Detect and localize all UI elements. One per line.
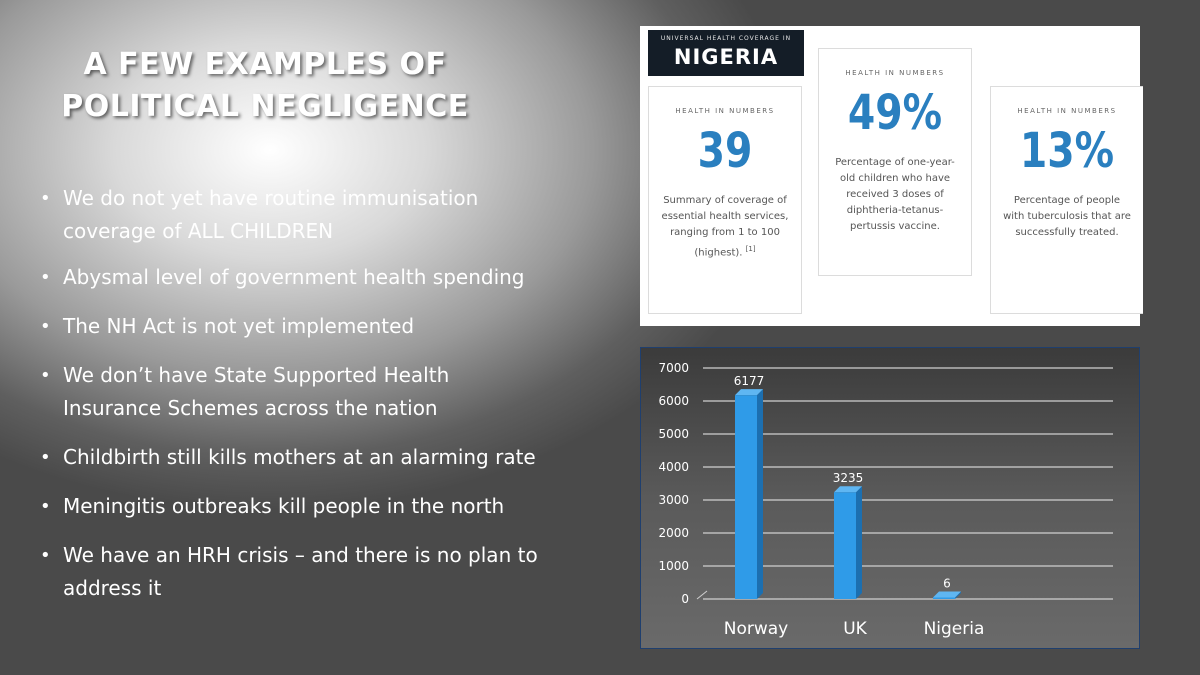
- bullet-text: We do not yet have routine immunisation coverage of ALL CHILDREN: [63, 186, 479, 243]
- uhc-nigeria-banner: [648, 30, 804, 76]
- data-label: 3235: [832, 471, 864, 486]
- axis-floor-edge: [697, 591, 707, 599]
- bullet-text: Childbirth still kills mothers at an alarming rate: [63, 445, 536, 469]
- y-tick-label: 3000: [658, 493, 689, 507]
- stat-description: [661, 193, 789, 261]
- bullet-text: Abysmal level of government health spending: [63, 265, 525, 289]
- stat-value: 13%: [1019, 123, 1115, 179]
- x-tick-label: Nigeria: [923, 619, 985, 639]
- y-tick-label: 2000: [658, 526, 689, 540]
- bullet-list: [40, 182, 610, 621]
- uhc-infographic: [640, 26, 1140, 326]
- x-tick-label: Norway: [723, 619, 789, 639]
- stat-value: 49%: [847, 85, 943, 141]
- bar-side: [856, 486, 862, 599]
- bar: [933, 598, 955, 600]
- bullet-dot: •: [40, 496, 51, 517]
- y-tick-label: 6000: [658, 394, 689, 408]
- bullet-text: We don’t have State Supported Health Insurance Schemes across the nation: [63, 363, 450, 420]
- bullet-item: [40, 490, 610, 523]
- stat-label: HEALTH IN NUMBERS: [845, 69, 945, 77]
- bullet-item: [40, 539, 610, 605]
- stat-label: HEALTH IN NUMBERS: [675, 107, 775, 115]
- y-tick-label: 0: [681, 592, 689, 606]
- stat-value: 39: [697, 123, 753, 179]
- bullet-dot: •: [40, 316, 51, 337]
- slide-title-line-2: POLITICAL NEGLIGENCE: [61, 89, 469, 124]
- bullet-item: [40, 310, 610, 343]
- stat-reference: [1]: [745, 245, 756, 253]
- stat-description: Percentage of people with tuberculosis that are successfully treated.: [1003, 195, 1131, 238]
- bar-chart-svg: [641, 348, 1139, 648]
- stat-card-coverage: [648, 86, 802, 314]
- y-tick-label: 7000: [658, 361, 689, 375]
- y-tick-label: 5000: [658, 427, 689, 441]
- stat-label: HEALTH IN NUMBERS: [1017, 107, 1117, 115]
- y-tick-label: 4000: [658, 460, 689, 474]
- bullet-dot: •: [40, 447, 51, 468]
- bullet-dot: •: [40, 267, 51, 288]
- stat-description: Percentage of one-year-old children who have received 3 doses of diphtheria-tetanus-pertussis vaccine.: [835, 157, 955, 232]
- slide-title-line-1: A FEW EXAMPLES OF: [83, 47, 447, 82]
- bullet-text: Meningitis outbreaks kill people in the north: [63, 494, 505, 518]
- health-spending-bar-chart: [640, 347, 1140, 649]
- banner-subtitle: UNIVERSAL HEALTH COVERAGE IN: [660, 35, 792, 42]
- bullet-item: [40, 441, 610, 474]
- bullet-text: We have an HRH crisis – and there is no plan to address it: [63, 543, 538, 600]
- bullet-dot: •: [40, 365, 51, 386]
- data-label: 6177: [733, 374, 765, 389]
- bullet-item: [40, 261, 610, 294]
- bar: [735, 395, 757, 599]
- slide-title: [40, 44, 490, 128]
- banner-title: NIGERIA: [673, 45, 779, 69]
- bullet-item: [40, 182, 610, 248]
- data-label: 6: [943, 576, 951, 591]
- bar-side: [757, 389, 763, 599]
- stat-card-dtp-vaccine: [818, 48, 972, 276]
- bullet-text: The NH Act is not yet implemented: [63, 314, 415, 338]
- bar: [834, 492, 856, 599]
- bullet-dot: •: [40, 188, 51, 209]
- y-tick-label: 1000: [658, 559, 689, 573]
- x-tick-label: UK: [843, 619, 867, 639]
- bullet-item: [40, 359, 610, 425]
- stat-description-text: Summary of coverage of essential health services, ranging from 1 to 100 (highest).: [661, 195, 789, 259]
- stat-card-tuberculosis: [990, 86, 1143, 314]
- bullet-dot: •: [40, 545, 51, 566]
